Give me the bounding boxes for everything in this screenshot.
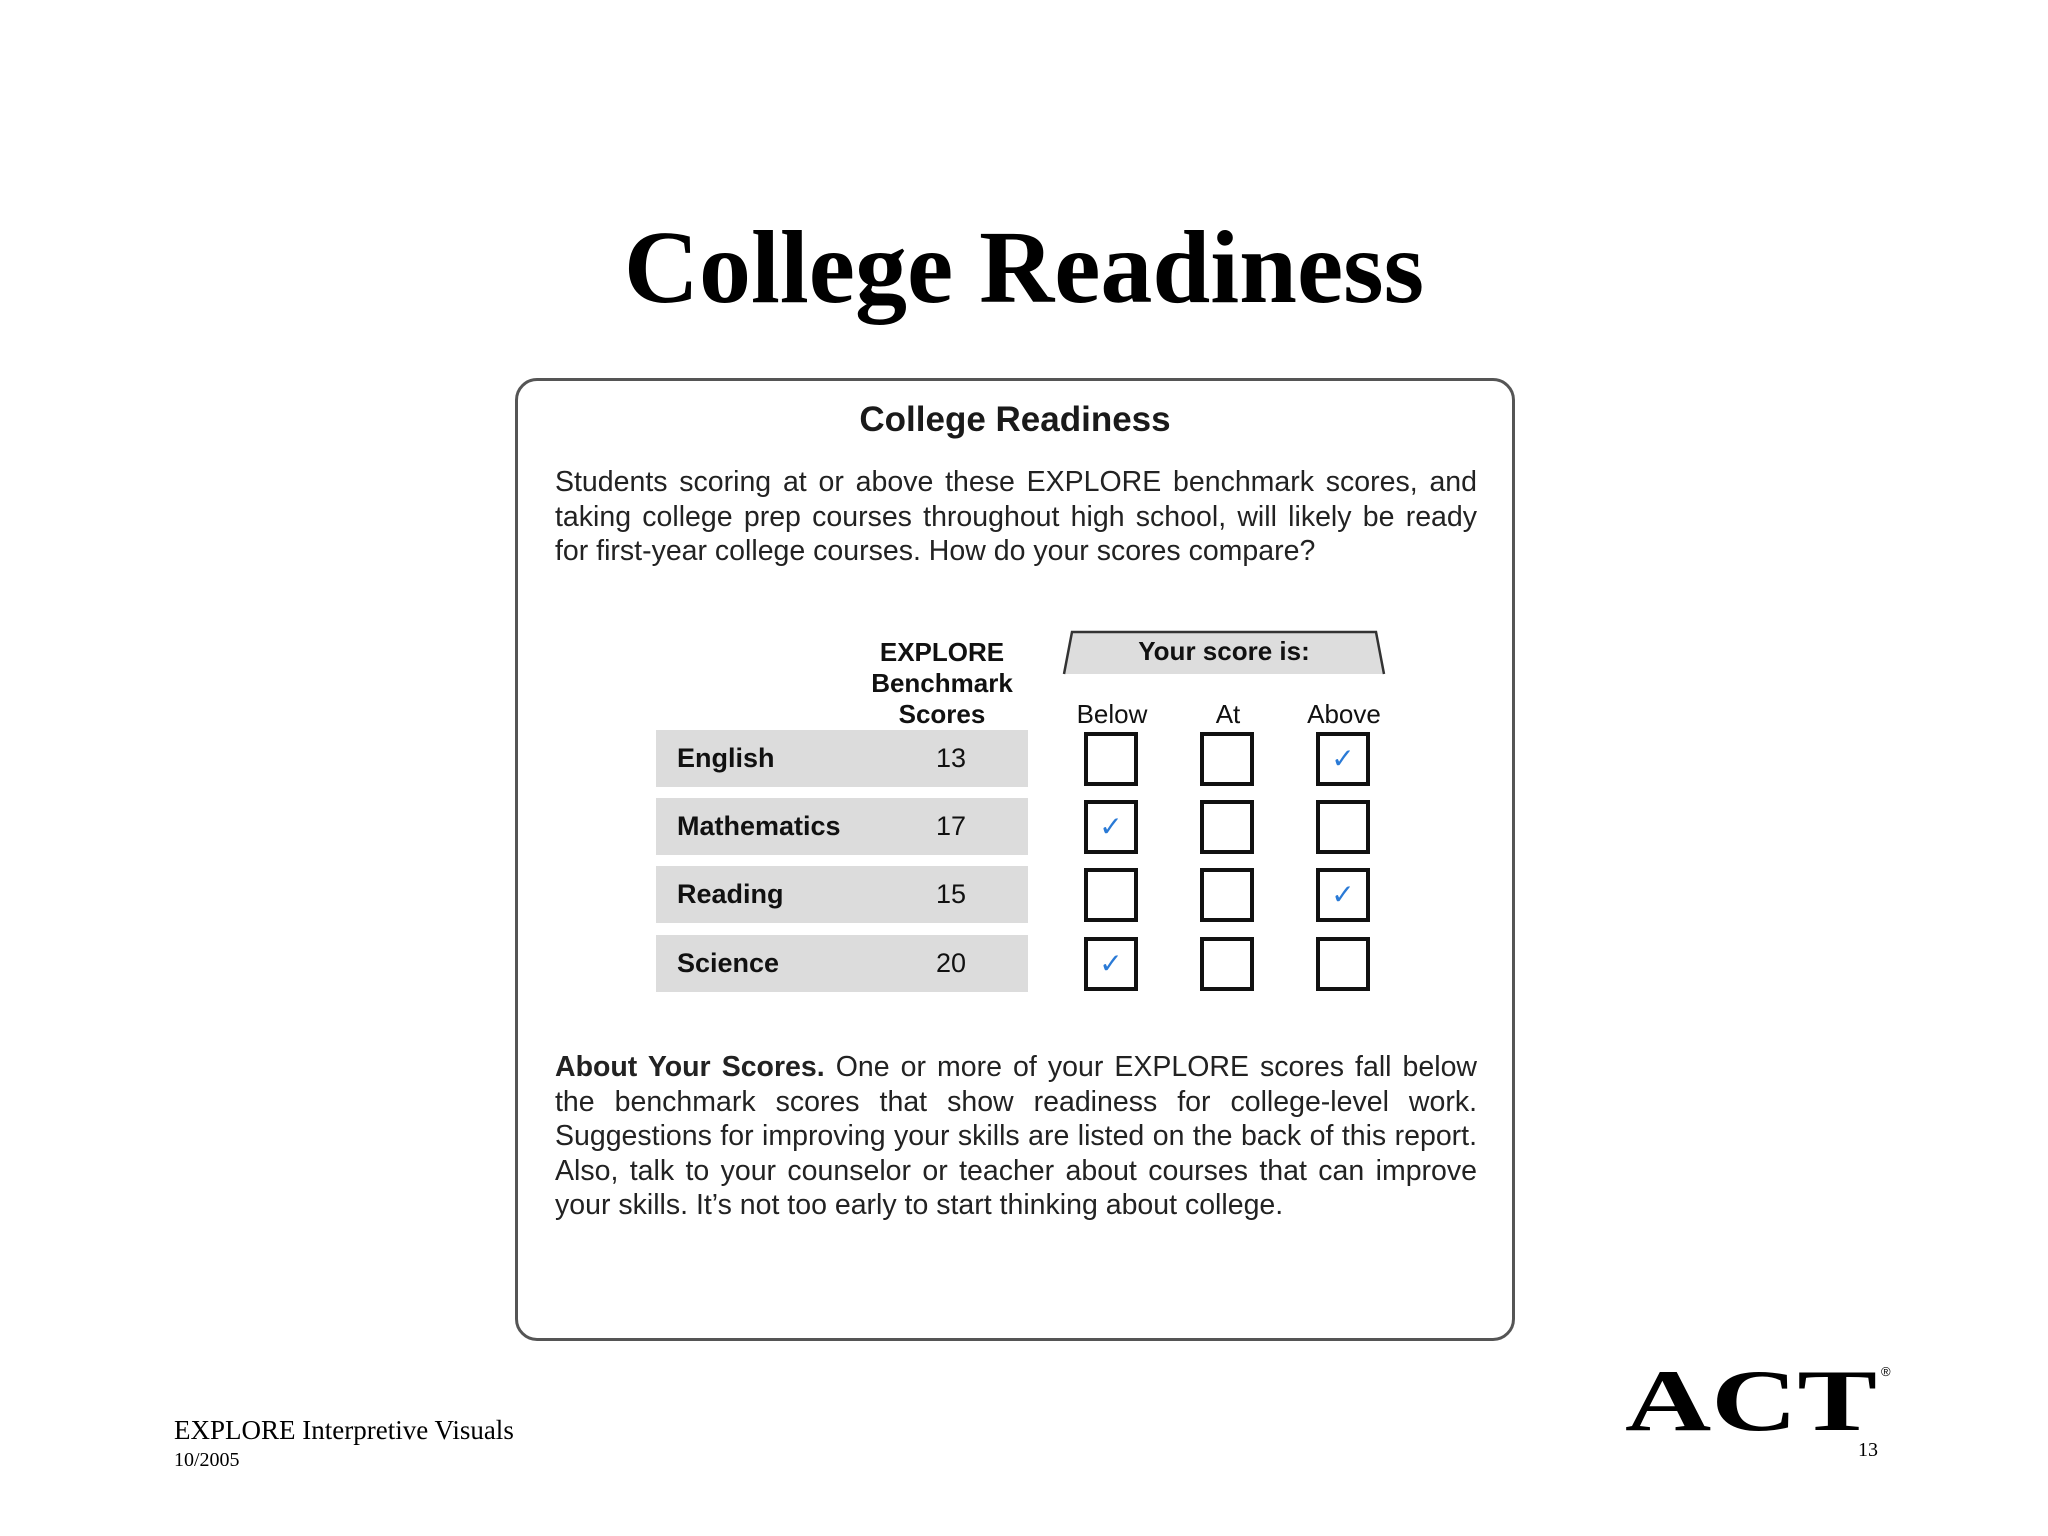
checkbox-mathematics-above[interactable] <box>1316 800 1370 854</box>
footer-date: 10/2005 <box>174 1449 240 1471</box>
slide-title: College Readiness <box>623 210 1425 325</box>
card-title: College Readiness <box>859 400 1171 439</box>
your-score-tab <box>1062 630 1386 676</box>
checkbox-mathematics-below[interactable] <box>1084 800 1138 854</box>
score-row-reading <box>656 866 1028 923</box>
row-subject-label: Science <box>677 948 780 978</box>
benchmark-header-line-2: Benchmark <box>871 668 1013 698</box>
checkmark-icon: ✓ <box>1331 878 1355 911</box>
about-paragraph <box>555 1050 1477 1223</box>
column-header-at: At <box>1215 699 1241 729</box>
act-logo-text: ACT <box>1625 1362 1877 1436</box>
checkbox-reading-below[interactable] <box>1084 868 1138 922</box>
about-heading: About Your Scores. <box>555 1051 825 1083</box>
row-subject-label: Mathematics <box>677 811 841 841</box>
row-benchmark-score: 15 <box>935 879 967 909</box>
checkbox-english-below[interactable] <box>1084 732 1138 786</box>
column-header-below: Below <box>1076 699 1148 729</box>
benchmark-column-header <box>867 637 1017 730</box>
intro-paragraph: Students scoring at or above these EXPLORE benchmark scores, and taking college prep courses throughout high school, will likely be ready for first-year college courses. How do your scores compare? <box>555 466 1477 567</box>
checkbox-science-at[interactable] <box>1200 937 1254 991</box>
checkbox-reading-at[interactable] <box>1200 868 1254 922</box>
about-text: One or more of your EXPLORE scores fall below the benchmark scores that show readiness for college-level work. Suggestions for improving your skills are listed on the back of this report. Also, talk to your counselor or teacher about courses that can improve your skills. It’s not too early to start thinking about college. <box>555 1051 1478 1221</box>
checkbox-mathematics-at[interactable] <box>1200 800 1254 854</box>
college-readiness-card <box>515 378 1515 1341</box>
score-row-science <box>656 935 1028 992</box>
row-subject-label: Reading <box>677 879 784 909</box>
score-tab-label: Your score is: <box>1138 636 1310 666</box>
row-benchmark-score: 13 <box>935 743 967 773</box>
checkmark-icon: ✓ <box>1099 810 1123 843</box>
checkbox-english-at[interactable] <box>1200 732 1254 786</box>
column-header-above: Above <box>1307 699 1381 729</box>
row-subject-label: English <box>677 743 775 773</box>
checkbox-english-above[interactable] <box>1316 732 1370 786</box>
checkbox-science-below[interactable] <box>1084 937 1138 991</box>
row-benchmark-score: 17 <box>935 811 967 841</box>
checkbox-reading-above[interactable] <box>1316 868 1370 922</box>
benchmark-header-line-3: Scores <box>898 699 986 729</box>
benchmark-header-line-1: EXPLORE <box>879 637 1005 667</box>
footer-title: EXPLORE Interpretive Visuals <box>174 1415 514 1445</box>
row-benchmark-score: 20 <box>935 948 967 978</box>
checkmark-icon: ✓ <box>1331 742 1355 775</box>
checkbox-science-above[interactable] <box>1316 937 1370 991</box>
registered-mark: ® <box>1881 1364 1891 1379</box>
checkmark-icon: ✓ <box>1099 947 1123 980</box>
score-row-english <box>656 730 1028 787</box>
page-number: 13 <box>1858 1439 1878 1461</box>
score-row-mathematics <box>656 798 1028 855</box>
act-logo <box>1625 1362 1895 1436</box>
